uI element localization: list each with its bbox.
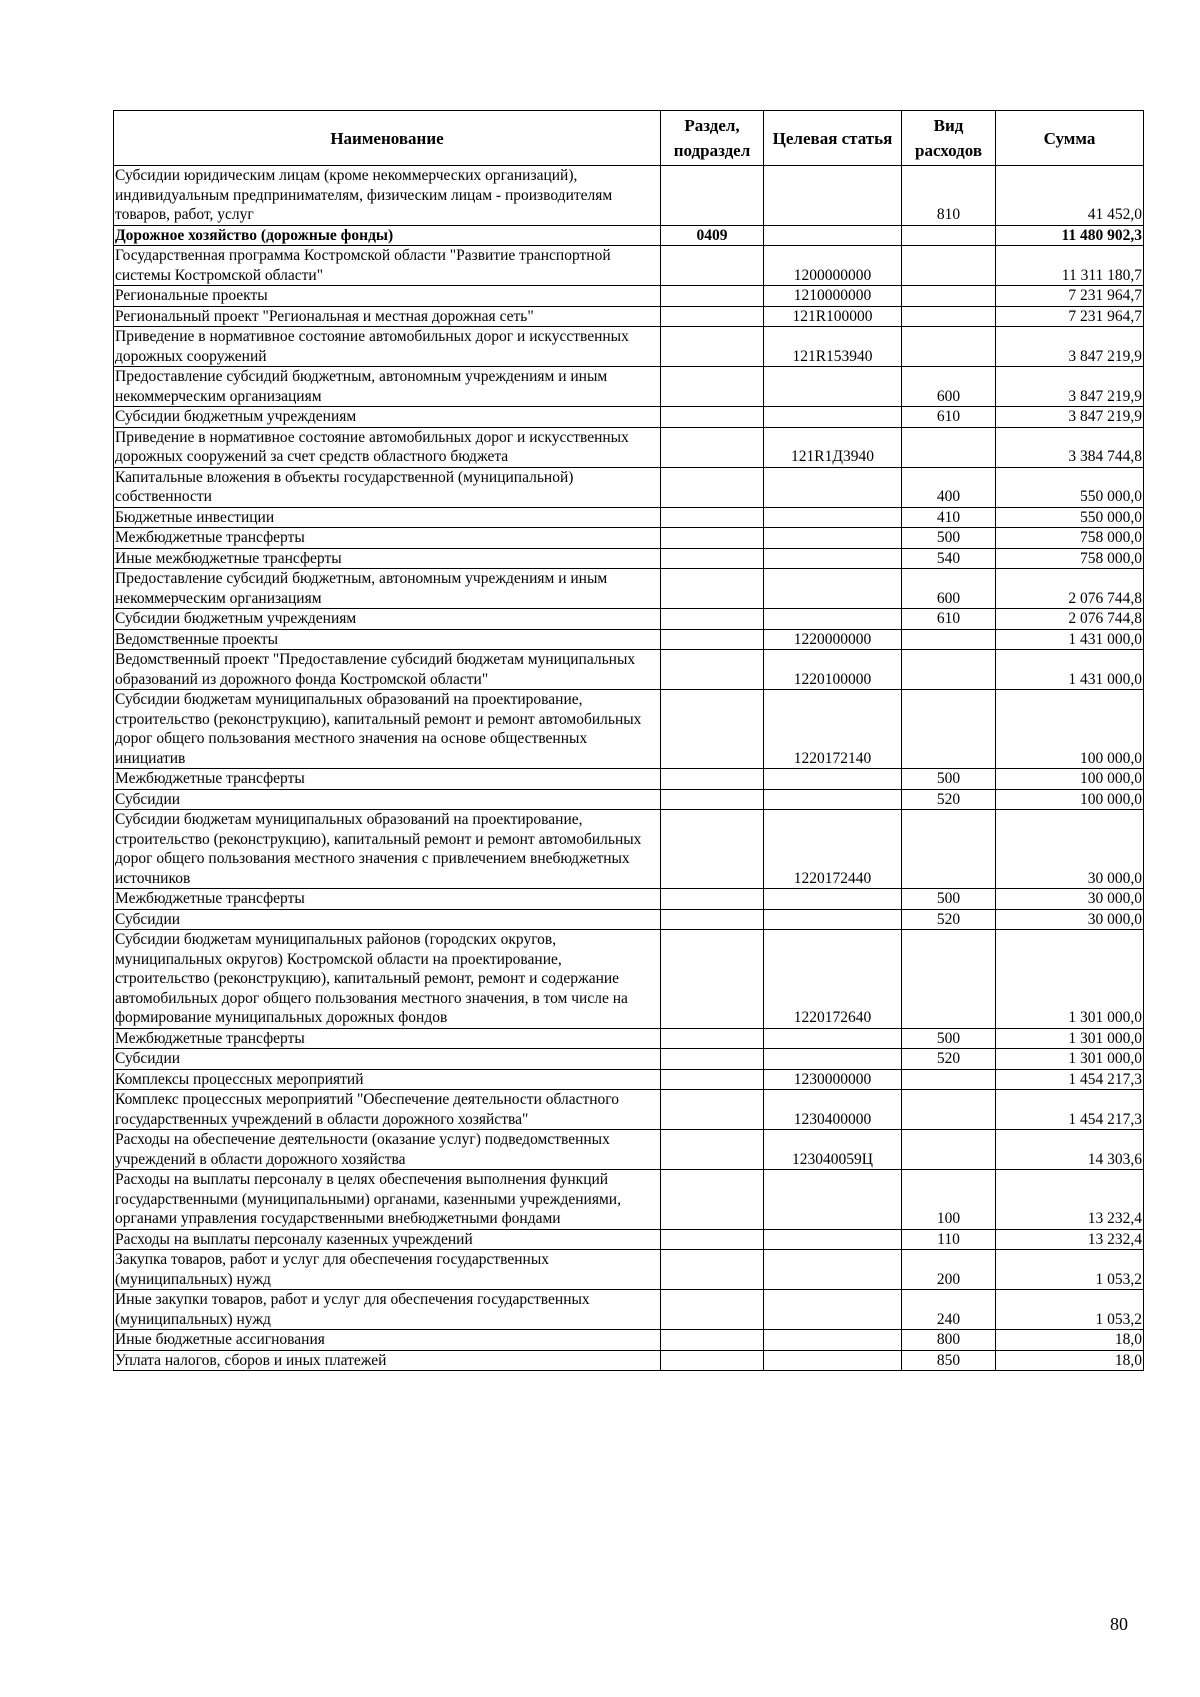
cell-kind: [902, 629, 996, 650]
cell-amount: 758 000,0: [996, 528, 1144, 549]
cell-amount: 18,0: [996, 1350, 1144, 1371]
cell-target: 121R1Д3940: [764, 427, 902, 467]
table-row: [114, 246, 1144, 286]
table-row: [114, 650, 1144, 690]
cell-amount: 14 303,6: [996, 1130, 1144, 1170]
cell-kind: [902, 690, 996, 769]
cell-name: Субсидии бюджетным учреждениям: [114, 407, 661, 428]
cell-kind: [902, 246, 996, 286]
cell-kind: 800: [902, 1330, 996, 1351]
table-row: [114, 930, 1144, 1029]
cell-amount: 13 232,4: [996, 1229, 1144, 1250]
cell-section: [661, 1130, 764, 1170]
cell-target: [764, 367, 902, 407]
cell-target: [764, 507, 902, 528]
cell-section: [661, 650, 764, 690]
cell-kind: 110: [902, 1229, 996, 1250]
cell-amount: 1 431 000,0: [996, 629, 1144, 650]
table-row: [114, 1170, 1144, 1230]
cell-kind: 410: [902, 507, 996, 528]
cell-target: 121R100000: [764, 306, 902, 327]
cell-target: 123040059Ц: [764, 1130, 902, 1170]
cell-name: Расходы на выплаты персоналу в целях обеспечения выполнения функций государственными (муниципальными) органами, казенными учреждениями, органами управления государственными внебюджетными фондами: [114, 1170, 661, 1230]
cell-amount: 1 431 000,0: [996, 650, 1144, 690]
cell-section: [661, 629, 764, 650]
cell-section: [661, 769, 764, 790]
cell-name: Субсидии: [114, 909, 661, 930]
cell-amount: 1 454 217,3: [996, 1069, 1144, 1090]
cell-target: [764, 1170, 902, 1230]
cell-target: [764, 1250, 902, 1290]
cell-kind: 500: [902, 528, 996, 549]
cell-section: [661, 1049, 764, 1070]
cell-target: 1230400000: [764, 1090, 902, 1130]
table-row: [114, 1229, 1144, 1250]
cell-section: [661, 789, 764, 810]
cell-kind: 850: [902, 1350, 996, 1371]
cell-target: 121R153940: [764, 327, 902, 367]
cell-amount: 1 301 000,0: [996, 1049, 1144, 1070]
table-row: [114, 306, 1144, 327]
cell-name: Межбюджетные трансферты: [114, 769, 661, 790]
header-section: Раздел, подраздел: [661, 111, 764, 166]
cell-amount: 550 000,0: [996, 507, 1144, 528]
cell-kind: [902, 427, 996, 467]
cell-amount: 18,0: [996, 1330, 1144, 1351]
cell-name: Ведомственный проект "Предоставление субсидий бюджетам муниципальных образований из дорожного фонда Костромской области": [114, 650, 661, 690]
cell-amount: 1 053,2: [996, 1290, 1144, 1330]
cell-name: Предоставление субсидий бюджетным, автономным учреждениям и иным некоммерческим организациям: [114, 569, 661, 609]
cell-target: [764, 889, 902, 910]
cell-target: 1230000000: [764, 1069, 902, 1090]
cell-section: [661, 1028, 764, 1049]
table-row: [114, 225, 1144, 246]
cell-target: 1220000000: [764, 629, 902, 650]
cell-kind: [902, 286, 996, 307]
cell-amount: 758 000,0: [996, 548, 1144, 569]
cell-section: [661, 427, 764, 467]
cell-target: 1220100000: [764, 650, 902, 690]
cell-amount: 3 847 219,9: [996, 327, 1144, 367]
cell-section: [661, 1170, 764, 1230]
cell-section: [661, 909, 764, 930]
cell-section: [661, 306, 764, 327]
cell-target: [764, 467, 902, 507]
cell-amount: 100 000,0: [996, 690, 1144, 769]
cell-section: [661, 1250, 764, 1290]
cell-name: Комплекс процессных мероприятий "Обеспечение деятельности областного государственных учреждений в области дорожного хозяйства": [114, 1090, 661, 1130]
cell-kind: 400: [902, 467, 996, 507]
cell-name: Расходы на выплаты персоналу казенных учреждений: [114, 1229, 661, 1250]
cell-kind: [902, 930, 996, 1029]
header-amount: Сумма: [996, 111, 1144, 166]
cell-amount: 11 480 902,3: [996, 225, 1144, 246]
cell-kind: 520: [902, 1049, 996, 1070]
cell-section: [661, 889, 764, 910]
cell-section: [661, 609, 764, 630]
cell-target: [764, 569, 902, 609]
cell-section: [661, 407, 764, 428]
table-row: [114, 889, 1144, 910]
table-row: [114, 367, 1144, 407]
cell-target: [764, 1350, 902, 1371]
cell-section: [661, 690, 764, 769]
cell-name: Субсидии бюджетам муниципальных образований на проектирование, строительство (реконструкцию), капитальный ремонт и ремонт автомобильных дорог общего пользования местного значения на основе общественных инициатив: [114, 690, 661, 769]
cell-section: [661, 246, 764, 286]
cell-section: [661, 528, 764, 549]
cell-section: [661, 930, 764, 1029]
table-row: [114, 427, 1144, 467]
cell-target: [764, 407, 902, 428]
table-row: [114, 1330, 1144, 1351]
cell-name: Межбюджетные трансферты: [114, 1028, 661, 1049]
cell-section: [661, 286, 764, 307]
cell-kind: [902, 650, 996, 690]
cell-section: [661, 166, 764, 226]
cell-amount: 30 000,0: [996, 909, 1144, 930]
cell-amount: 2 076 744,8: [996, 569, 1144, 609]
cell-section: [661, 1090, 764, 1130]
cell-section: [661, 1290, 764, 1330]
cell-amount: 11 311 180,7: [996, 246, 1144, 286]
table-row: [114, 609, 1144, 630]
cell-name: Иные межбюджетные трансферты: [114, 548, 661, 569]
table-row: [114, 548, 1144, 569]
cell-kind: [902, 810, 996, 889]
header-target: Целевая статья: [764, 111, 902, 166]
cell-kind: 500: [902, 769, 996, 790]
table-body: [114, 166, 1144, 1371]
cell-name: Бюджетные инвестиции: [114, 507, 661, 528]
table-header: [114, 111, 1144, 166]
cell-amount: 100 000,0: [996, 769, 1144, 790]
table-row: [114, 1028, 1144, 1049]
cell-kind: [902, 306, 996, 327]
cell-section: [661, 327, 764, 367]
table-row: [114, 909, 1144, 930]
table-row: [114, 327, 1144, 367]
table-row: [114, 1090, 1144, 1130]
cell-amount: 41 452,0: [996, 166, 1144, 226]
cell-name: Субсидии: [114, 1049, 661, 1070]
cell-amount: 1 301 000,0: [996, 930, 1144, 1029]
cell-section: [661, 1069, 764, 1090]
cell-amount: 550 000,0: [996, 467, 1144, 507]
page-number: 80: [1110, 1614, 1128, 1634]
table-row: [114, 1290, 1144, 1330]
cell-section: [661, 467, 764, 507]
cell-name: Государственная программа Костромской области "Развитие транспортной системы Костромской области": [114, 246, 661, 286]
table-row: [114, 789, 1144, 810]
cell-target: [764, 1229, 902, 1250]
cell-section: [661, 569, 764, 609]
cell-kind: 500: [902, 1028, 996, 1049]
table-row: [114, 810, 1144, 889]
cell-name: Расходы на обеспечение деятельности (оказание услуг) подведомственных учреждений в области дорожного хозяйства: [114, 1130, 661, 1170]
table-row: [114, 528, 1144, 549]
cell-name: Комплексы процессных мероприятий: [114, 1069, 661, 1090]
cell-target: [764, 548, 902, 569]
cell-target: 1220172140: [764, 690, 902, 769]
cell-kind: 600: [902, 367, 996, 407]
cell-amount: 1 454 217,3: [996, 1090, 1144, 1130]
header-name: Наименование: [114, 111, 661, 166]
cell-section: [661, 1229, 764, 1250]
cell-name: Региональные проекты: [114, 286, 661, 307]
cell-kind: [902, 1090, 996, 1130]
cell-amount: 3 847 219,9: [996, 367, 1144, 407]
table-row: [114, 286, 1144, 307]
cell-name: Ведомственные проекты: [114, 629, 661, 650]
table-row: [114, 769, 1144, 790]
table-row: [114, 690, 1144, 769]
table-row: [114, 1049, 1144, 1070]
cell-target: [764, 528, 902, 549]
cell-name: Субсидии: [114, 789, 661, 810]
cell-target: [764, 909, 902, 930]
cell-section: [661, 507, 764, 528]
cell-name: Дорожное хозяйство (дорожные фонды): [114, 225, 661, 246]
cell-amount: 13 232,4: [996, 1170, 1144, 1230]
cell-kind: 100: [902, 1170, 996, 1230]
cell-name: Субсидии бюджетам муниципальных образований на проектирование, строительство (реконструкцию), капитальный ремонт и ремонт автомобильных дорог общего пользования местного значения с привлечением внебюджетных источников: [114, 810, 661, 889]
cell-name: Иные бюджетные ассигнования: [114, 1330, 661, 1351]
cell-amount: 30 000,0: [996, 889, 1144, 910]
cell-amount: 1 053,2: [996, 1250, 1144, 1290]
cell-target: [764, 1028, 902, 1049]
cell-section: 0409: [661, 225, 764, 246]
cell-kind: [902, 1130, 996, 1170]
cell-target: 1200000000: [764, 246, 902, 286]
cell-name: Межбюджетные трансферты: [114, 889, 661, 910]
cell-target: 1210000000: [764, 286, 902, 307]
cell-kind: 610: [902, 407, 996, 428]
cell-target: [764, 769, 902, 790]
cell-section: [661, 548, 764, 569]
cell-target: 1220172440: [764, 810, 902, 889]
table-row: [114, 1130, 1144, 1170]
cell-target: [764, 166, 902, 226]
budget-table: [113, 110, 1144, 1371]
table-row: [114, 507, 1144, 528]
cell-amount: 3 384 744,8: [996, 427, 1144, 467]
cell-section: [661, 1350, 764, 1371]
cell-section: [661, 367, 764, 407]
table-row: [114, 569, 1144, 609]
table-row: [114, 1069, 1144, 1090]
cell-name: Приведение в нормативное состояние автомобильных дорог и искусственных дорожных сооружений за счет средств областного бюджета: [114, 427, 661, 467]
table-row: [114, 467, 1144, 507]
cell-target: [764, 1049, 902, 1070]
cell-name: Субсидии юридическим лицам (кроме некоммерческих организаций), индивидуальным предпринимателям, физическим лицам - производителям товаров, работ, услуг: [114, 166, 661, 226]
cell-name: Региональный проект "Региональная и местная дорожная сеть": [114, 306, 661, 327]
cell-kind: [902, 327, 996, 367]
cell-target: [764, 1290, 902, 1330]
cell-amount: 1 301 000,0: [996, 1028, 1144, 1049]
table-row: [114, 166, 1144, 226]
cell-amount: 2 076 744,8: [996, 609, 1144, 630]
cell-amount: 100 000,0: [996, 789, 1144, 810]
table-row: [114, 1250, 1144, 1290]
cell-name: Закупка товаров, работ и услуг для обеспечения государственных (муниципальных) нужд: [114, 1250, 661, 1290]
cell-section: [661, 810, 764, 889]
table-row: [114, 1350, 1144, 1371]
cell-name: Капитальные вложения в объекты государственной (муниципальной) собственности: [114, 467, 661, 507]
cell-target: [764, 1330, 902, 1351]
cell-kind: 810: [902, 166, 996, 226]
cell-name: Приведение в нормативное состояние автомобильных дорог и искусственных дорожных сооружений: [114, 327, 661, 367]
cell-target: [764, 789, 902, 810]
cell-kind: [902, 225, 996, 246]
cell-kind: 600: [902, 569, 996, 609]
cell-name: Предоставление субсидий бюджетным, автономным учреждениям и иным некоммерческим организациям: [114, 367, 661, 407]
cell-kind: 240: [902, 1290, 996, 1330]
cell-kind: 520: [902, 909, 996, 930]
cell-amount: 3 847 219,9: [996, 407, 1144, 428]
table-row: [114, 629, 1144, 650]
cell-kind: 500: [902, 889, 996, 910]
cell-name: Иные закупки товаров, работ и услуг для обеспечения государственных (муниципальных) нужд: [114, 1290, 661, 1330]
cell-amount: 30 000,0: [996, 810, 1144, 889]
cell-kind: 200: [902, 1250, 996, 1290]
header-kind: Вид расходов: [902, 111, 996, 166]
cell-target: [764, 609, 902, 630]
table-row: [114, 407, 1144, 428]
cell-kind: 610: [902, 609, 996, 630]
cell-section: [661, 1330, 764, 1351]
cell-name: Уплата налогов, сборов и иных платежей: [114, 1350, 661, 1371]
cell-kind: [902, 1069, 996, 1090]
cell-target: 1220172640: [764, 930, 902, 1029]
cell-kind: 540: [902, 548, 996, 569]
cell-target: [764, 225, 902, 246]
cell-name: Субсидии бюджетам муниципальных районов (городских округов, муниципальных округов) Костромской области на проектирование, строительство (реконструкцию), капитальный ремонт, ремонт и содержание автомобильных дорог общего пользования местного значения, в том числе на формирование муниципальных дорожных фондов: [114, 930, 661, 1029]
cell-kind: 520: [902, 789, 996, 810]
cell-name: Межбюджетные трансферты: [114, 528, 661, 549]
cell-name: Субсидии бюджетным учреждениям: [114, 609, 661, 630]
cell-amount: 7 231 964,7: [996, 306, 1144, 327]
cell-amount: 7 231 964,7: [996, 286, 1144, 307]
